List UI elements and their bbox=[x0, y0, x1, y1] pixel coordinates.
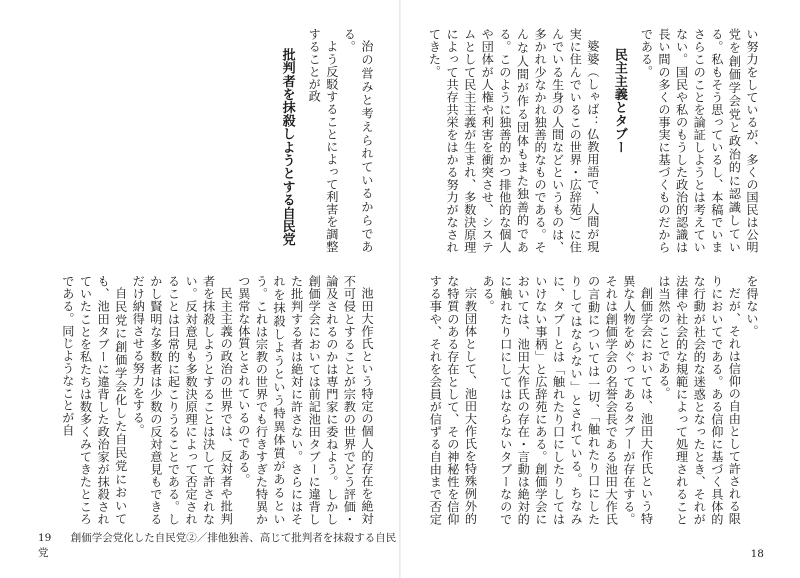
paragraph: い努力をしているが、多くの国民は公明党を創価学会党と政治的に認識している。私もそう思っているし、本稿でいまさらこのことを論証しようとは考えていない。国民や私のもうした政治的認識は長い間の多くの事実に基づくものだからである。 bbox=[639, 28, 759, 253]
paragraph: 池田大作氏という特定の個人的存在を絶対不可侵とすることが宗教の世界でどう評価・論及されるのかは専門家に委ねよう。しかし創価学会においては前記池田タブーに違背した批判する者は絶対に許さない。さらにはそれを抹殺しようという特異体質があるという。これは宗教の世界でも行きすぎた特異かつ異常な体質とされているのである。 bbox=[236, 275, 374, 525]
paragraph: 自民党に創価学会化した自民党においても、池田タブーに違背した政治家が抹殺されていたことを私たちは数多くみてきたところである。同じようなことが自 bbox=[60, 275, 128, 525]
section-heading: 民主主義とタブー bbox=[611, 47, 627, 154]
paragraph: 宗教団体として、池田大作氏を特殊例外的な特質のある存在として、その神秘性を信仰する事や、それを会員が信ずる自由まで否定 bbox=[428, 275, 478, 525]
right-footer bbox=[751, 548, 764, 560]
left-top-column bbox=[40, 28, 375, 253]
running-title: 創価学会党化した自民党②／排他独善、高じて批判者を抹殺する自民党 bbox=[38, 532, 397, 559]
paragraph: 民主主義の政治の世界では、反対者や批判者を抹殺しようとすることは決して許されない。反対意見も多数決原理によって否定されることは日常的に起こりうることである。しかし賢明な多数者は少数の反対意見もできるだけ納得させる努力をする。 bbox=[131, 275, 234, 525]
paragraph: を得ない。 bbox=[745, 275, 759, 337]
left-bottom-column bbox=[40, 275, 375, 525]
paragraph: 創価学会においては、池田大作氏という特異な人物をめぐってあるタブーが存在する。それは創価学会の名誉会長である池田大作氏の言動については一切、「触れたり口にしたりしてはならない」とされている。ちなみに、タブーとは「触れたり口にしたりしてはいけない事柄」と広辞苑にある。創価学会においては、池田大作氏の存在・言動は絶対的に触れたり口にしてはならないタブーなのである。 bbox=[481, 275, 654, 525]
right-top-column bbox=[425, 28, 760, 253]
paragraph: よう反駁することによって利害を調整することが政 bbox=[307, 28, 339, 253]
paragraph: 治の営みと考えられているからである。 bbox=[342, 28, 374, 253]
page-number: 19 bbox=[38, 532, 52, 544]
page-number: 18 bbox=[750, 548, 764, 560]
paragraph: 婆婆（しゃば：仏教用語で、人間が現実に住んでいるこの世界・広辞苑）に住んでいる生身の人間などというものは、多かれ少なかれ独善的なものである。そんな人間が作る団体もまた独善的である。このように独善的かつ排他的な個人や団体が人権や利害を衝突させ、システムとして民主主義が生まれ、多数決原理によって共存共栄をはかる努力がなされてきた。 bbox=[427, 28, 600, 253]
right-bottom-column bbox=[425, 275, 760, 525]
section-heading: 批判者を抹殺しようとする自民党 bbox=[279, 47, 295, 246]
paragraph: だが、それは信仰の自由として許される限りにおいてである。ある信仰に基づく具体的な行動が社会的な迷惑となったとき、それが法律や社会的な規範によって処理されることは当然のことである。 bbox=[657, 275, 742, 525]
left-footer bbox=[38, 530, 400, 560]
